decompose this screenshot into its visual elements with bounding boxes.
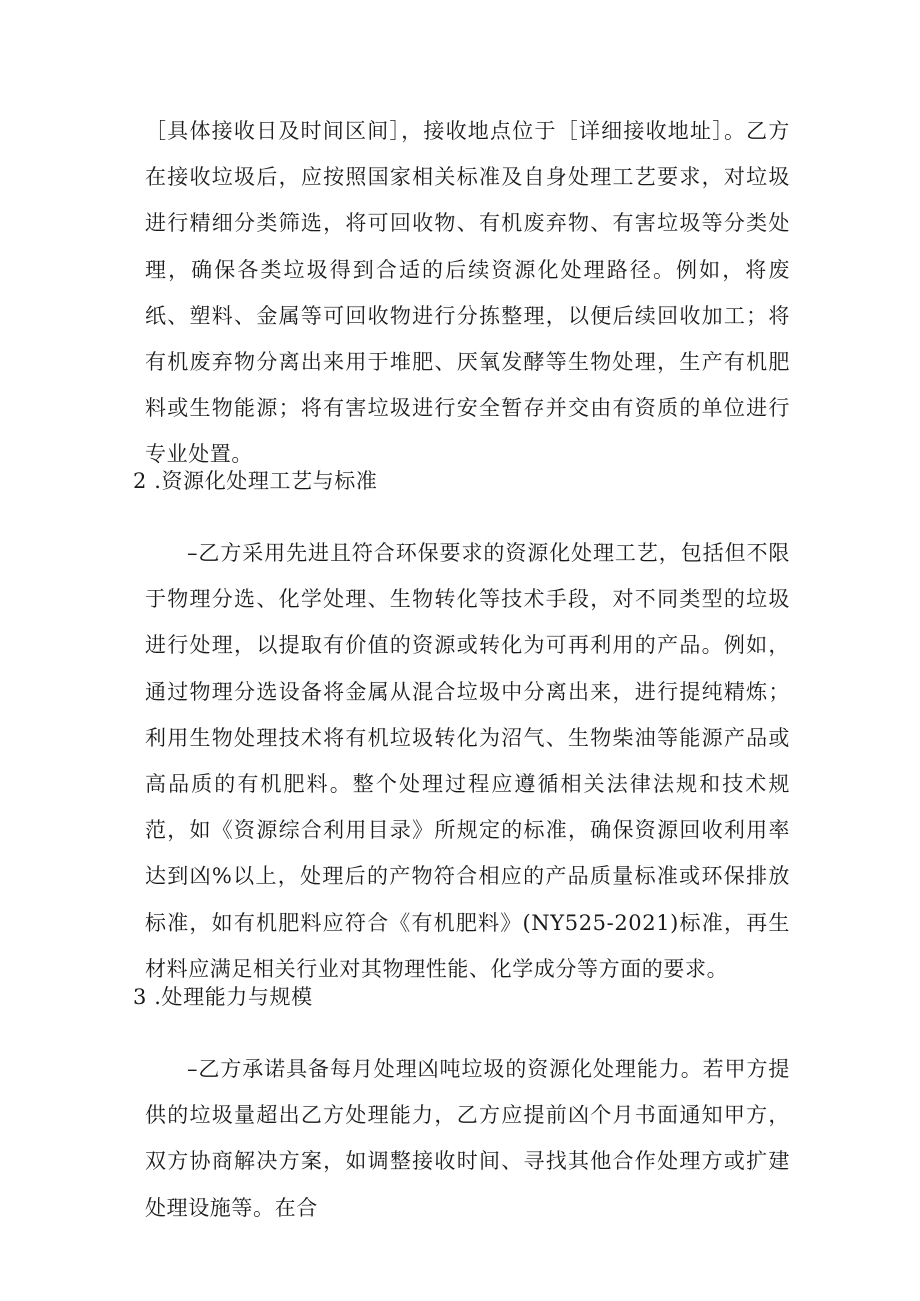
paragraph-capacity: –乙方承诺具备每月处理凶吨垃圾的资源化处理能力。若甲方提供的垃圾量超出乙方处理能力，乙方应提前凶个月书面通知甲方，双方协商解决方案，如调整接收时间、寻找其他合作处理方或扩建处理设施等。在合 xyxy=(145,1057,790,1220)
section-heading-processing-standards: 2 .资源化处理工艺与标准 xyxy=(133,469,378,493)
section-heading-capacity: 3 .处理能力与规模 xyxy=(133,985,313,1009)
paragraph-processing-technology: –乙方采用先进且符合环保要求的资源化处理工艺，包括但不限于物理分选、化学处理、生物转化等技术手段，对不同类型的垃圾进行处理，以提取有价值的资源或转化为可再利用的产品。例如，通过物理分选设备将金属从混合垃圾中分离出来，进行提纯精炼；利用生物处理技术将有机垃圾转化为沼气、生物柴油等能源产品或高品质的有机肥料。整个处理过程应遵循相关法律法规和技术规范，如《资源综合利用目录》所规定的标准，确保资源回收利用率达到凶%以上，处理后的产物符合相应的产品质量标准或环保排放标准，如有机肥料应符合《有机肥料》(NY525-2021)标准，再生材料应满足相关行业对其物理性能、化学成分等方面的要求。 xyxy=(145,541,790,981)
paragraph-receiving-and-sorting: ［具体接收日及时间区间］，接收地点位于［详细接收地址］。乙方在接收垃圾后，应按照国家相关标准及自身处理工艺要求，对垃圾进行精细分类筛选，将可回收物、有机废弃物、有害垃圾等分类处理，确保各类垃圾得到合适的后续资源化处理路径。例如，将废纸、塑料、金属等可回收物进行分拣整理，以便后续回收加工；将有机废弃物分离出来用于堆肥、厌氧发酵等生物处理，生产有机肥料或生物能源；将有害垃圾进行安全暂存并交由有资质的单位进行专业处置。 xyxy=(145,119,790,467)
